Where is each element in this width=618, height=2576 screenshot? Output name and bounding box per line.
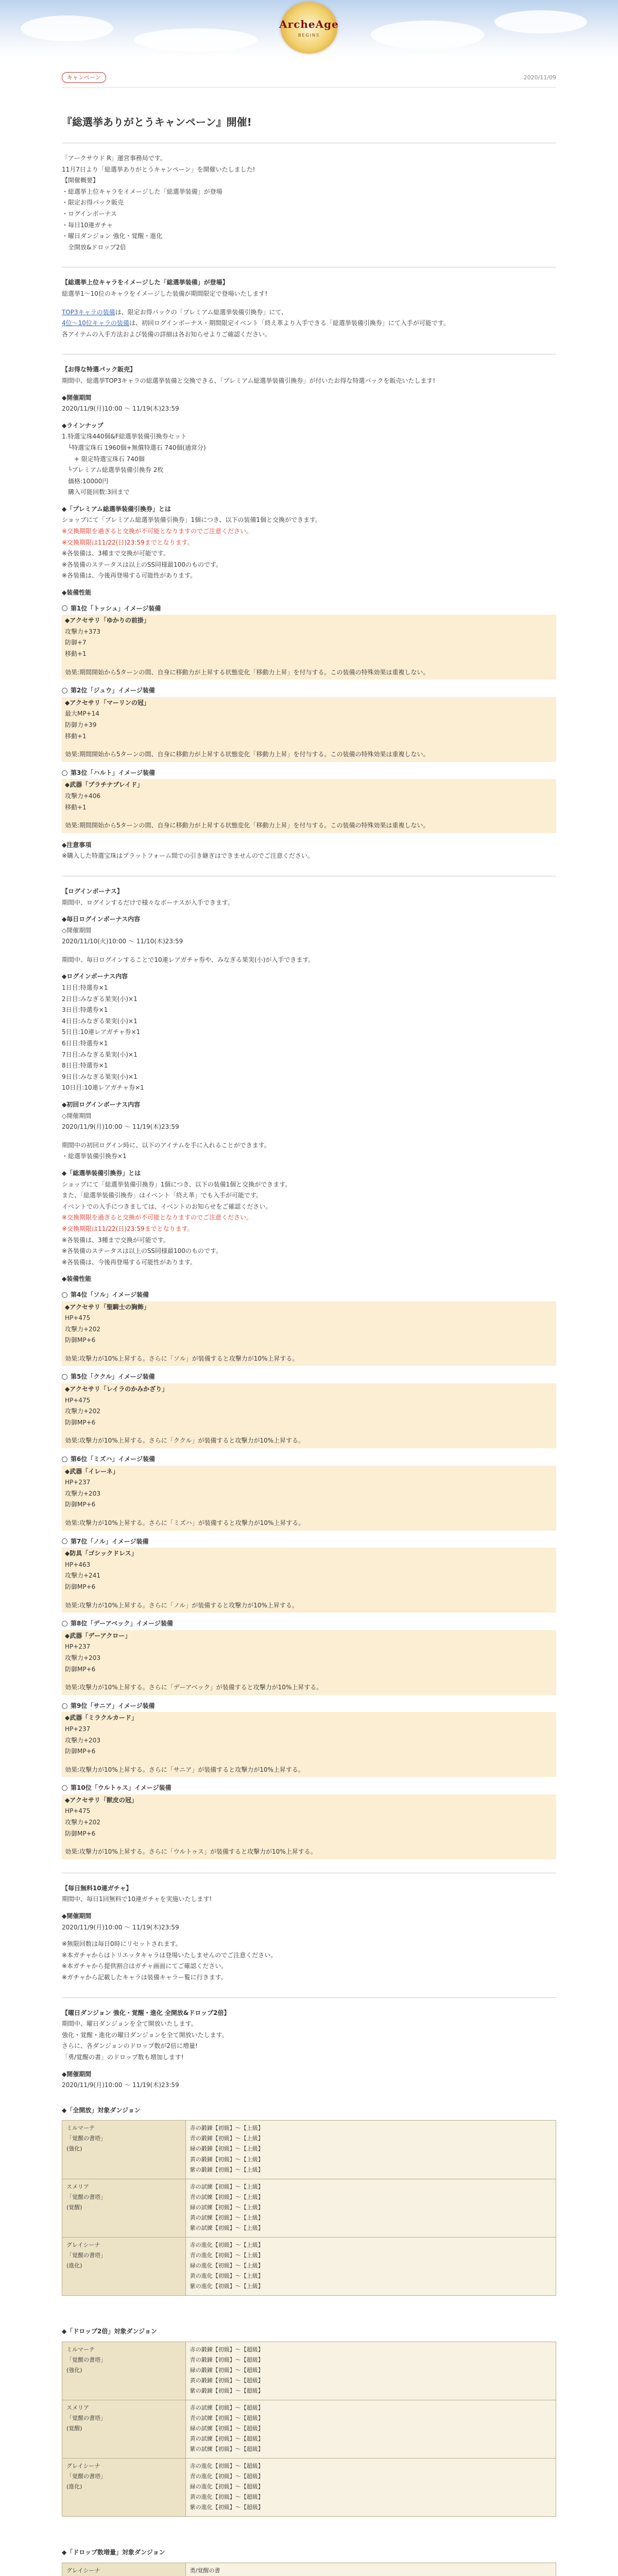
intro-line: 「アークサウド R」運営事務局です。 [62,155,166,162]
equipment-stat: HP+463 [65,1561,91,1568]
first-bonus-line: 期間中の初回ログイン時に、以下のアイテムを手に入れることができます。 [62,1141,270,1149]
equipment-stat: 攻撃力+373 [65,628,100,635]
desc-line: さらに、各ダンジョンのドロップ数が2倍に増量! [62,2042,198,2050]
equipment-stats-box [62,1712,556,1777]
equipment-stat: 防御MP+6 [65,1418,96,1426]
dungeon-section [62,1998,556,2576]
lineup-line: └プレミアム総選挙装備引換券 2枚 [62,466,164,474]
equipment-item [62,1372,556,1448]
top3-equipment-link[interactable]: TOP3キャラの装備 [62,308,115,316]
equipment-effect: 効果:攻撃力が10%上昇する。さらに「ウルトゥス」が装備すると攻撃力が10%上昇する。 [65,1848,317,1856]
equipment-stat: 防御MP+6 [65,1501,96,1509]
equipment-stat: 移動+1 [65,732,87,740]
circle-icon [62,688,67,693]
open-dungeon-label: ◆「全開放」対象ダンジョン [62,2106,141,2114]
dungeon-list-cell: 赤の進化【初級】〜【上級】 青の進化【初級】〜【上級】 緑の進化【初級】〜【上級】 黄の進化【初級】〜【上級】 紫の進化【初級】〜【上級】 [185,2237,556,2295]
first-bonus-line: ・総選挙装備引換券×1 [62,1153,127,1160]
coupon-line: ショップにて「総選挙装備引換券」1個につき、以下の装備1個と交換ができます。 [62,1180,291,1188]
reward-line: 10日目:10連レアガチャ券×1 [62,1084,144,1092]
reward-line: 8日目:特選券×1 [62,1062,108,1070]
equipment-effect: 効果:攻撃力が10%上昇する。さらに「デーアベック」が装備すると攻撃力が10%上昇する。 [65,1684,323,1691]
cloud-decoration [134,28,258,52]
logo-subtext: BEGINS [298,33,320,38]
equipment-stats-box [62,1466,556,1531]
dungeon-name-cell: ミルマーテ 「覚醒の書塔」 (強化) [62,2342,186,2400]
hero-banner [0,0,618,57]
period-value: 2020/11/9(月)10:00 〜 11/19(木)23:59 [62,2081,179,2089]
period-value: 2020/11/9(月)10:00 〜 11/19(木)23:59 [62,1923,179,1931]
section-desc: 期間中、毎日1回無料で10連ガチャを実施いたします! [62,1895,212,1903]
equipment-stat: 移動+1 [65,803,87,811]
circle-icon [62,1785,67,1791]
desc-line: 強化・覚醒・進化の曜日ダンジョンを全て開放いたします。 [62,2031,228,2039]
coupon-warning: ※交換期限を過ぎると交換が不可能となりますのでご注意ください。 [62,1214,253,1222]
equipment-effect: 効果:期間開始から5ターンの間、自身に移動力が上昇する状態変化「移動力上昇」を付与する。この装備の特殊効果は重複しない。 [65,751,430,758]
table-row [62,2563,556,2576]
equipment-rank-title: 第3位「ハルト」イメージ装備 [62,768,556,778]
equipment-rank-title: 第8位「デーアベック」イメージ装備 [62,1619,556,1629]
equipment-stat: HP+237 [65,1643,91,1651]
intro-line: 11月7日より「総選挙ありがとうキャンペーン」を開催いたしました! [62,165,255,173]
equipment-item [62,1783,556,1859]
cloud-decoration [494,10,587,33]
equipment-stat: 攻撃力+203 [65,1736,100,1744]
equipment-item [62,1537,556,1613]
equipment-effect: 効果:攻撃力が10%上昇する。さらに「ククル」が装備すると攻撃力が10%上昇する。 [65,1437,305,1445]
equipment-name: ◆武器「プラチナブレイド」 [65,781,144,789]
equipment-stat: 最大MP+14 [65,710,99,718]
category-tag[interactable]: キャンペーン [62,72,106,83]
section-desc: 総選挙1〜10位のキャラをイメージした装備が期間限定で登場いたします! [62,290,268,297]
coupon-line: ※各装備は、3種まで交換が可能です。 [62,1236,169,1244]
dungeon-list-cell: 赤の試練【初級】〜【超級】 青の試練【初級】〜【超級】 緑の試練【初級】〜【超級】 黄の試練【初級】〜【超級】 紫の試練【初級】〜【超級】 [185,2400,556,2458]
equipment-item [62,768,556,833]
reward-line: 7日目:みなぎる果実(小)×1 [62,1050,138,1058]
period-label: ◆開催期間 [62,2070,92,2078]
desc-line: 期間中、曜日ダンジョンを全て開放いたします。 [62,2020,197,2028]
equipment-item [62,1619,556,1695]
table-row [62,2237,556,2295]
table-row [62,2179,556,2237]
coupon-line: ※各装備は、3種まで交換が可能です。 [62,550,169,557]
coupon-line: ※各装備のステータスは以上のSS同様最100のものです。 [62,1247,222,1255]
equipment-stat: 攻撃力+203 [65,1654,100,1662]
reward-line: 4日目:みなぎる果実(小)×1 [62,1017,138,1025]
daily-label: ◆毎日ログインボーナス内容 [62,916,141,923]
coupon-label: ◆「総選挙装備引換券」とは [62,1169,141,1177]
equipment-stat: HP+237 [65,1725,91,1733]
drop-increase-label: ◆「ドロップ数増量」対象ダンジョン [62,2549,165,2556]
lineup-list [62,432,556,497]
game-logo[interactable] [281,2,337,54]
drop-double-label: ◆「ドロップ2倍」対象ダンジョン [62,2328,157,2335]
section-title: 【総選挙上位キャラをイメージした「総選挙装備」が登場】 [62,279,229,286]
daily-period: 2020/11/10(火)10:00 〜 11/10(木)23:59 [62,938,183,945]
equipment-item [62,686,556,762]
daily-desc: 期間中、毎日ログインすることで10連レアガチャ券や、みなぎる果実(小)が入手できます。 [62,956,315,963]
desc-line: 「勇/覚醒の書」のドロップ数も増加します! [62,2053,184,2061]
equipment-name: ◆武器「イレーネ」 [65,1467,119,1475]
election-equipment-section [62,267,556,354]
first-period-label: ◇開催期間 [62,1112,92,1120]
equipment-stat: 攻撃力+203 [65,1489,100,1497]
reward-line: 3日目:特選券×1 [62,1006,108,1014]
free-gacha-section [62,1873,556,1998]
coupon-line: ※各装備は、今後再登場する可能性があります。 [62,572,197,580]
circle-icon [62,605,67,611]
equipment-rank-title: 第10位「ウルトゥス」イメージ装備 [62,1783,556,1793]
logo-text: ArcheAge [279,18,339,31]
section-text: 4位〜10位キャラの装備は、初回ログインボーナス・期間限定イベント「終え革より入手できる「総選挙装備引換券」にて入手が可能です。 [62,319,450,327]
circle-icon [62,1292,67,1298]
equipment-stat: 防御MP+6 [65,1829,96,1837]
equipment-name: ◆アクセサリ「ゆかりの前掛」 [65,617,150,624]
dungeon-list-cell: 赤の進化【初級】〜【超級】 青の進化【初級】〜【超級】 緑の進化【初級】〜【超級】 黄の進化【初級】〜【超級】 紫の進化【初級】〜【超級】 [185,2459,556,2517]
intro-line: 全開放&ドロップ2倍 [62,243,126,251]
equipment-stat: 攻撃力+202 [65,1408,100,1415]
section-title: 【ログインボーナス】 [62,887,123,895]
coupon-line: ※各装備のステータスは以上のSS同様最100のものです。 [62,561,222,568]
gacha-notes [62,1939,556,1982]
dungeon-list-cell: 赤の試練【初級】〜【上級】 青の試練【初級】〜【上級】 緑の試練【初級】〜【上級】 黄の試練【初級】〜【上級】 紫の試練【初級】〜【上級】 [185,2179,556,2237]
equipment-rank-title: 第7位「ノル」イメージ装備 [62,1537,556,1547]
coupon-line: ※交換期限を過ぎると交換が不可能となりますのでご注意ください。 [62,528,253,535]
lineup-line: └特選宝珠石 1960個+無償特選石 740個(通常分) [62,444,206,451]
open-dungeon-table [62,2120,556,2296]
equipment-stats-box [62,779,556,833]
coupon-label: ◆「プレミアム総選挙装備引換券」とは [62,505,171,513]
equipment-stats-box [62,1794,556,1859]
notes-text: ※購入した特選宝珠はプラットフォーム間での引き継ぎはできませんのでご注意ください。 [62,852,314,860]
equipment-name: ◆アクセサリ「マーリンの冠」 [65,699,150,706]
dungeon-name-cell: スメリア 「覚醒の書塔」 (覚醒) [62,2400,186,2458]
equipment-stat: 防御MP+6 [65,1583,96,1590]
equipment-name: ◆アクセサリ「レイラのかみかざり」 [65,1385,168,1393]
first-period: 2020/11/9(月)10:00 〜 11/19(木)23:59 [62,1123,179,1131]
equipment-effect: 効果:攻撃力が10%上昇する。さらに「ソル」が装備すると攻撃力が10%上昇する。 [65,1354,299,1362]
equipment-stats-box [62,1630,556,1695]
lineup-line: 購入可能回数:3回まで [62,488,130,496]
equipment-name: ◆アクセサリ「聖騎士の胸飾」 [65,1303,150,1311]
drop-increase-table [62,2563,556,2576]
lineup-line: 価格:10000円 [62,477,109,485]
equipment-rank-title: 第9位「サニア」イメージ装備 [62,1701,556,1711]
dungeon-name-cell: グレイシーナ 「覚醒の書塔」 (進化) [62,2459,186,2517]
table-row [62,2459,556,2517]
equipment-stats-box [62,615,556,680]
article [62,57,556,2576]
equipment-rank-title: 第1位「トッシュ」イメージ装備 [62,604,556,614]
lineup-line: + 限定特選宝珠石 740個 [62,455,145,463]
circle-icon [62,770,67,776]
equipment-stats-box [62,697,556,762]
coupon-line: ※各装備は、今後再登場する可能性があります。 [62,1258,197,1266]
circle-icon [62,1456,67,1462]
section-title: 【お得な特選パック販売】 [62,366,136,374]
section-text: TOP3キャラの装備は、限定お得パックの「プレミアム総選挙装備引換券」にて、 [62,308,288,316]
coupon-line: また、「総選挙装備引換券」はイベント「終え革」でも入手が可能です。 [62,1192,263,1199]
equipment-name: ◆アクセサリ「獣皮の冠」 [65,1796,138,1804]
intro-line: ・ログインボーナス [62,210,117,218]
intro-line: ・限定お得パック販売 [62,199,124,207]
cloud-decoration [21,15,113,41]
gacha-note: ※本ガチャから提供割合はガチャ画面にてご確認ください。 [62,1962,228,1970]
coupon-description [62,1180,556,1267]
reward-line: 5日目:10連レアガチャ券×1 [62,1028,141,1036]
reward-line: 9日目:みなぎる果実(小)×1 [62,1073,138,1080]
table-row [62,2400,556,2458]
first-bonus-desc [62,1141,556,1161]
period-value: 2020/11/9(月)10:00 〜 11/19(木)23:59 [62,405,179,413]
equipment-stat: 攻撃力+406 [65,792,100,800]
section-title: 【毎日無料10連ガチャ】 [62,1884,132,1892]
dungeon-list-cell: 赤の鍛錬【初級】〜【上級】 青の鍛錬【初級】〜【上級】 緑の鍛錬【初級】〜【上級】 黄の鍛錬【初級】〜【上級】 紫の鍛錬【初級】〜【上級】 [185,2121,556,2179]
section-desc: 期間中、ログインするだけで様々なボーナスが入手できます。 [62,899,234,906]
lineup-label: ◆ラインナップ [62,421,104,429]
circle-icon [62,1374,67,1380]
equipment-stat: 防御MP+6 [65,1336,96,1344]
dungeon-name-cell: グレイシーナ 「覚醒の書塔」 (進化) [62,2237,186,2295]
intro-section [62,143,556,267]
lineup-line: 1.特選宝珠440個&F総選挙装備引換券セット [62,433,187,440]
equipment-stat: 防御+7 [65,639,87,647]
dungeon-name-cell: スメリア 「覚醒の書塔」 (覚醒) [62,2179,186,2237]
gacha-note: ※本ガチャからはトリエッタキャラは登場いたしませんのでご注意ください。 [62,1951,277,1959]
login-bonus-section [62,876,556,1873]
dungeon-list-cell: 勇/覚醒の書 [185,2563,556,2576]
rewards-label: ◆ログインボーナス内容 [62,973,128,980]
circle-icon [62,1621,67,1626]
equipment-rank-title: 第6位「ミズハ」イメージ装備 [62,1454,556,1464]
equipment-stat: 防御MP+6 [65,1665,96,1673]
reward-line: 6日目:特選券×1 [62,1040,108,1047]
equipment-stat: 攻撃力+241 [65,1572,100,1580]
gacha-note: ※無限回数は毎日0時にリセットされます。 [62,1940,182,1948]
circle-icon [62,1703,67,1709]
equipment-stats-box [62,1301,556,1366]
equipment-effect: 効果:攻撃力が10%上昇する。さらに「サニア」が装備すると攻撃力が10%上昇する。 [65,1766,304,1773]
equipment-stat: HP+475 [65,1314,91,1322]
equipment-stat: HP+237 [65,1479,91,1486]
table-row [62,2342,556,2400]
notes-label: ◆注意事項 [62,841,92,849]
reward-line: 1日目:特選券×1 [62,984,108,992]
first-bonus-label: ◆初回ログインボーナス内容 [62,1101,141,1109]
equipment-stat: 攻撃力+202 [65,1819,100,1826]
equipment-stat: 防御力+39 [65,721,97,728]
section-desc [62,2019,556,2062]
dungeon-list-cell: 赤の鍛錬【初級】〜【超級】 青の鍛錬【初級】〜【超級】 緑の鍛錬【初級】〜【超級】 黄の鍛錬【初級】〜【超級】 紫の鍛錬【初級】〜【超級】 [185,2342,556,2400]
equipment-name: ◆武器「ミラクルカード」 [65,1714,138,1722]
coupon-line: ショップにて「プレミアム総選挙装備引換券」1個につき、以下の装備1個と交換ができます。 [62,516,322,524]
equipment-effect: 効果:攻撃力が10%上昇する。さらに「ノル」が装備すると攻撃力が10%上昇する。 [65,1601,298,1609]
intro-line: ・曜日ダンジョン 強化・覚醒・進化 [62,232,163,240]
equipment-item [62,1290,556,1366]
equip-label: ◆装備性能 [62,589,92,597]
page-title: 『総選挙ありがとうキャンペーン』開催! [62,88,556,143]
intro-line: 【開催概要】 [62,177,99,184]
gacha-note: ※ガチャから記載したキャラは装備キャラー覧に行きます。 [62,1974,227,1981]
equipment-list [62,1290,556,1859]
equipment-item [62,1701,556,1777]
coupon-warning: ※交換期限は11/22(日)23:59までとなります。 [62,1225,194,1232]
equipment-rank-title: 第5位「ククル」イメージ装備 [62,1372,556,1382]
special-pack-section [62,354,556,876]
equipment-stat: 移動+1 [65,650,87,658]
equipment-effect: 効果:期間開始から5ターンの間、自身に移動力が上昇する状態変化「移動力上昇」を付与する。この装備の特殊効果は重複しない。 [65,668,430,676]
daily-period-label: ◇開催期間 [62,926,92,934]
equipment-name: ◆防具「ゴシックドレス」 [65,1550,138,1557]
equipment-list [62,604,556,833]
coupon-line: ※交換期限は11/22(日)23:59までとなります。 [62,538,194,546]
drop-double-table [62,2342,556,2517]
post-date: 2020/11/09 [523,74,556,81]
equip-label: ◆装備性能 [62,1275,92,1283]
rank4-10-equipment-link[interactable]: 4位〜10位キャラの装備 [62,319,129,327]
circle-icon [62,1538,67,1544]
table-row [62,2121,556,2179]
rewards-list [62,983,556,1093]
section-desc: 期間中、総選挙TOP3キャラの総選挙装備と交換できる、「プレミアム総選挙装備引換券」が付いたお得な特選パックを販売いたします! [62,377,436,384]
period-label: ◆開催期間 [62,1912,92,1920]
article-meta [62,72,556,88]
section-title: 【曜日ダンジョン 強化・覚醒・進化 全開放&ドロップ2倍】 [62,2009,230,2016]
equipment-item [62,604,556,680]
cloud-decoration [371,21,484,49]
intro-line: ・毎日10連ガチャ [62,221,113,229]
equipment-stat: 攻撃力+202 [65,1325,100,1333]
equipment-stats-box [62,1383,556,1448]
equipment-item [62,1454,556,1531]
equipment-name: ◆武器「デーアクロー」 [65,1632,131,1639]
equipment-stats-box [62,1548,556,1613]
intro-text [62,154,556,252]
coupon-description [62,515,556,581]
coupon-line: イベントでの入手につきましては、イベントのお知らせをご確認ください。 [62,1202,272,1210]
period-label: ◆開催期間 [62,394,92,401]
intro-line: ・総選挙上位キャラをイメージした「総選挙装備」が登場 [62,188,222,195]
equipment-effect: 効果:攻撃力が10%上昇する。さらに「ミズハ」が装備すると攻撃力が10%上昇する。 [65,1519,305,1527]
equipment-stat: 防御MP+6 [65,1748,96,1755]
section-note: 各アイテムの入手方法および装備の詳細は各お知らせよりご確認ください。 [62,330,271,338]
equipment-stat: HP+475 [65,1396,91,1404]
dungeon-name-cell: ミルマーテ 「覚醒の書塔」 (強化) [62,2121,186,2179]
equipment-rank-title: 第4位「ソル」イメージ装備 [62,1290,556,1300]
dungeon-name-cell: グレイシーナ [62,2563,186,2576]
equipment-rank-title: 第2位「ジュウ」イメージ装備 [62,686,556,696]
reward-line: 2日目:みなぎる果実(小)×1 [62,995,138,1003]
equipment-effect: 効果:期間開始から5ターンの間、自身に移動力が上昇する状態変化「移動力上昇」を付与する。この装備の特殊効果は重複しない。 [65,822,430,829]
equipment-stat: HP+475 [65,1807,91,1815]
